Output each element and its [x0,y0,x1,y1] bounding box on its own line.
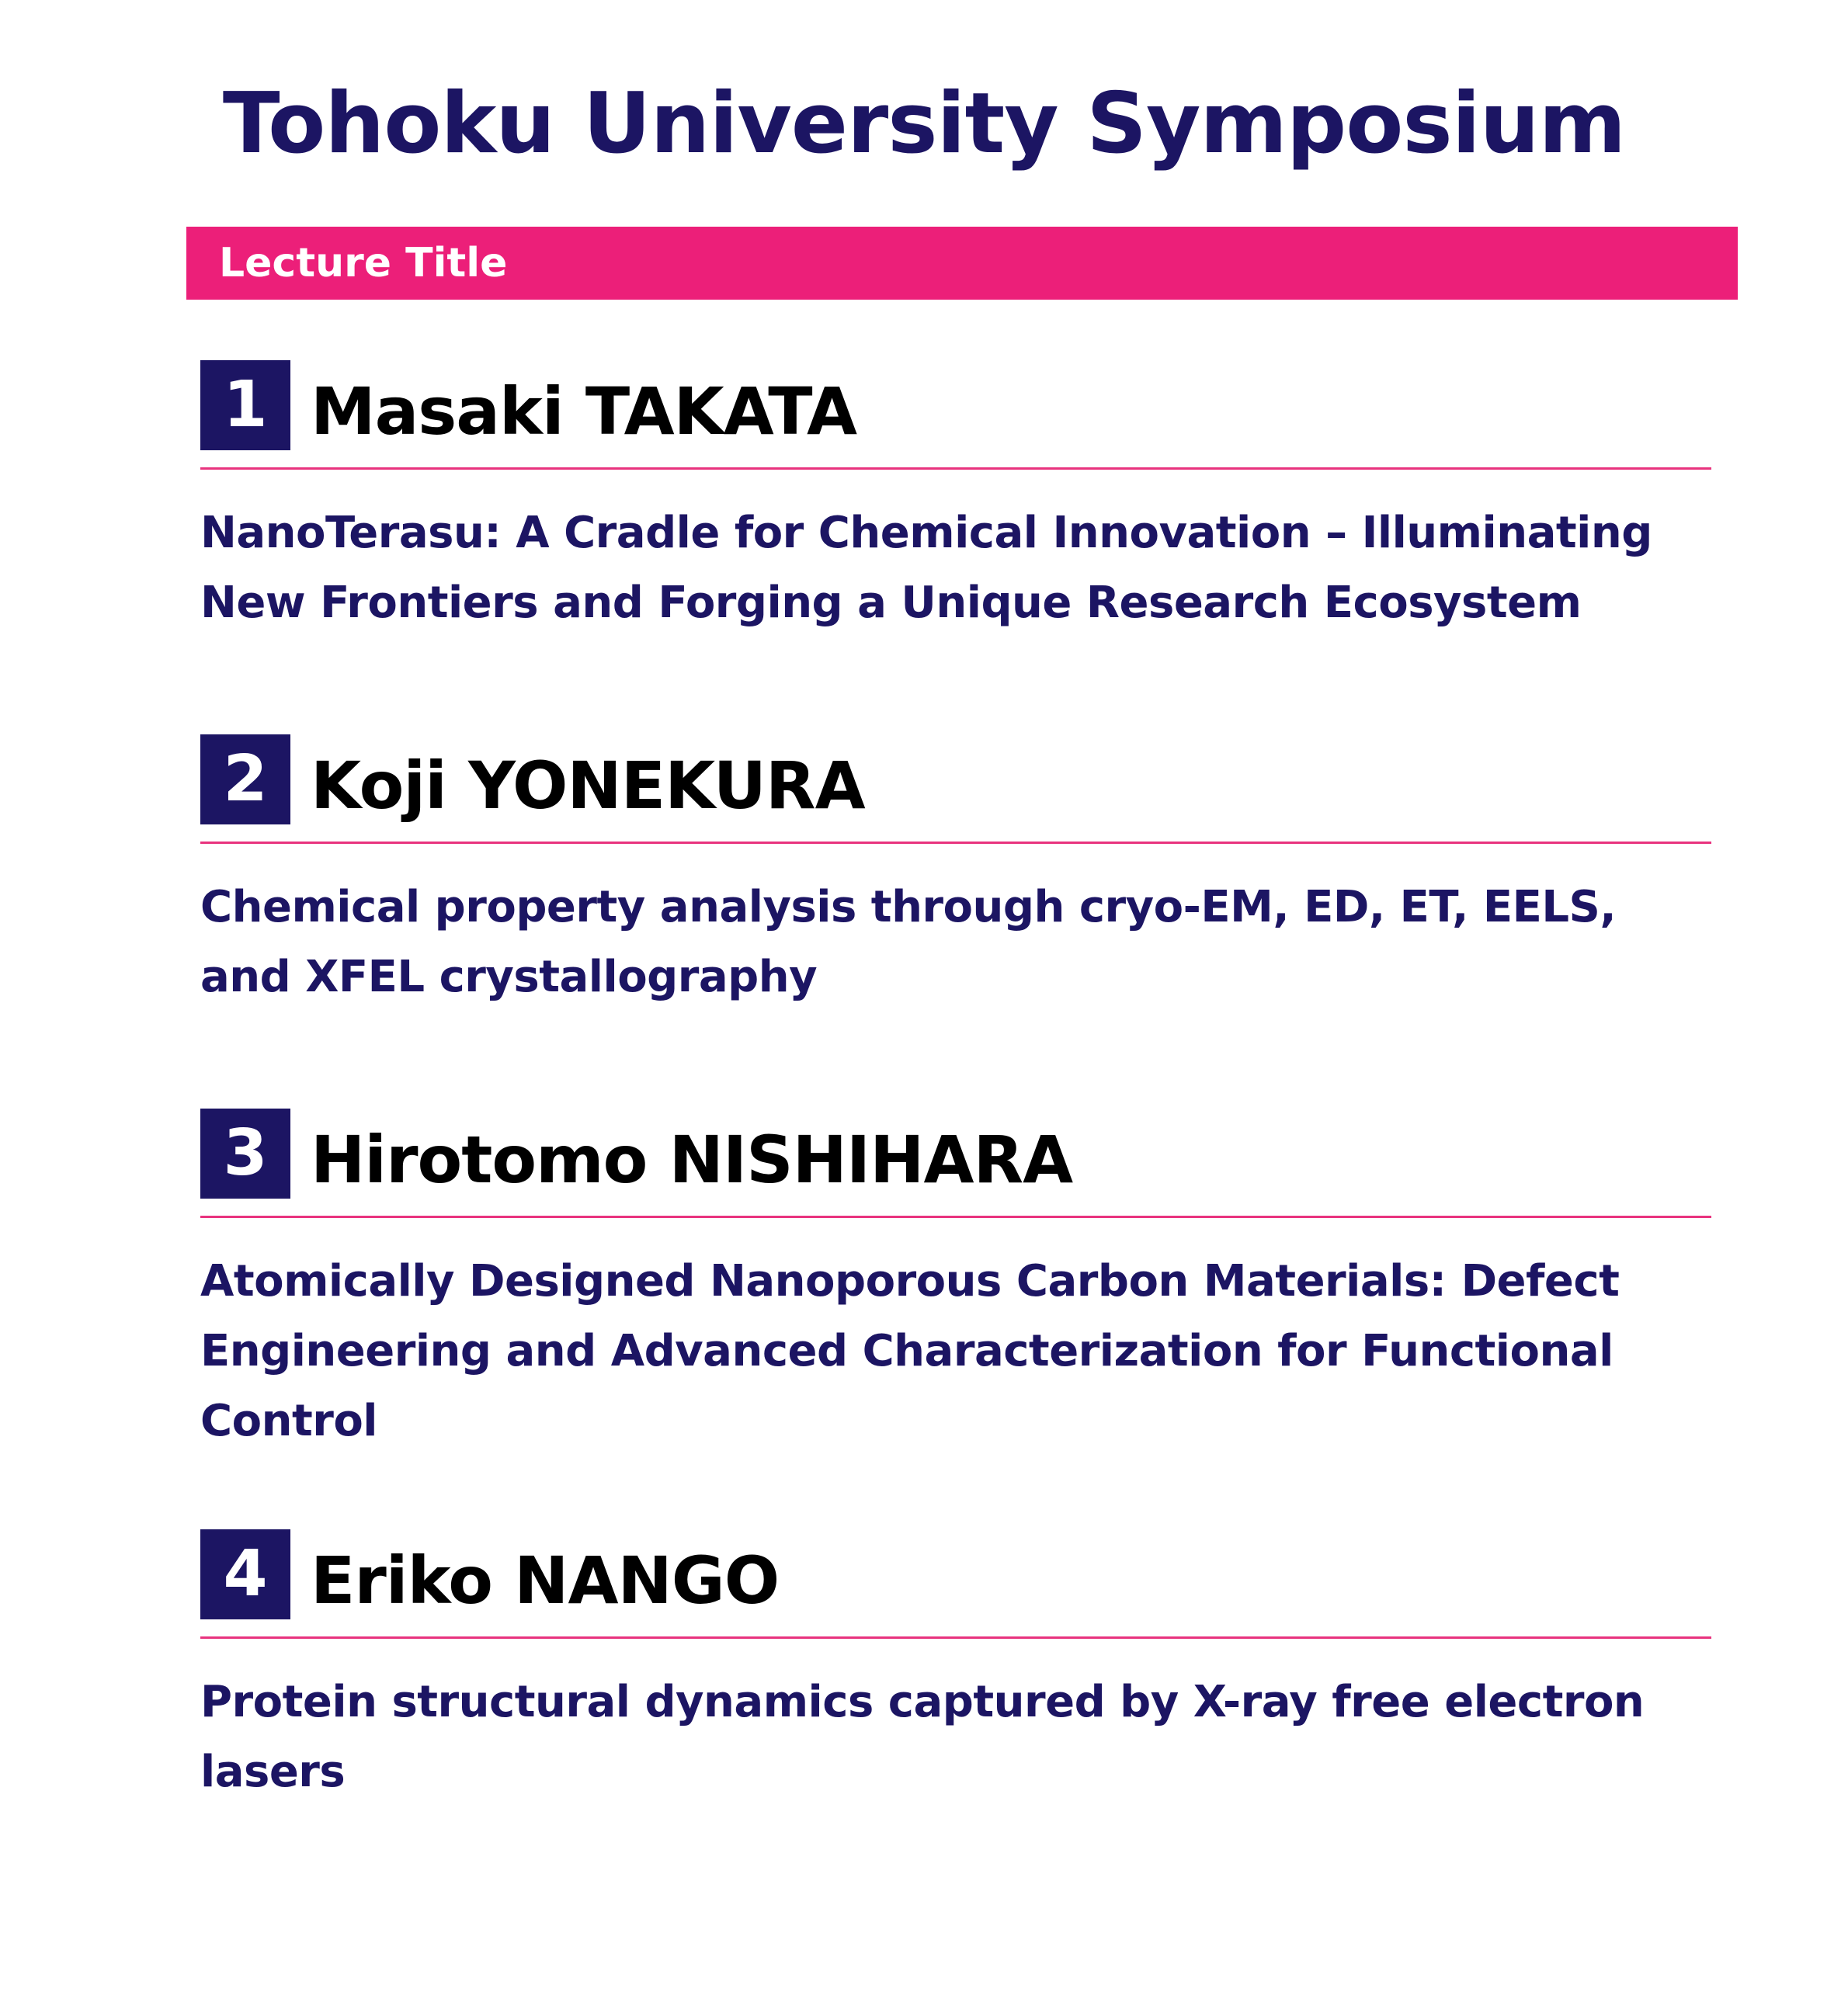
lecture-number-badge: 1 [200,360,290,450]
speaker-name: Masaki TAKATA [311,373,857,449]
lecture-title: Atomically Designed Nanoporous Carbon Materials: Defect Engineering and Advanced Characterization for Functional Control [200,1256,1620,1446]
speaker-name: Eriko NANGO [311,1543,780,1619]
page-title: Tohoku University Symposium [222,75,1626,172]
lecture-number-badge: 2 [200,734,290,824]
lecture-divider [200,1216,1711,1218]
lecture-number-badge: 3 [200,1109,290,1199]
lecture-title-banner [186,227,1738,300]
speaker-name: Hirotomo NISHIHARA [311,1122,1073,1198]
lecture-divider [200,1636,1711,1639]
lecture-header [200,734,1711,824]
lecture-header [200,360,1711,450]
lecture-title: Chemical property analysis through cryo-EM, ED, ET, EELS, and XFEL crystallography [200,882,1617,1002]
lecture-title: NanoTerasu: A Cradle for Chemical Innovation – Illuminating New Frontiers and Forging a Unique Research Ecosystem [200,508,1652,628]
lecture-number-badge: 4 [200,1529,290,1619]
speaker-name: Koji YONEKURA [311,748,865,824]
lecture-title: Protein structural dynamics captured by X-ray free electron lasers [200,1677,1645,1797]
banner-label: Lecture Title [219,240,508,286]
lecture-header [200,1529,1711,1619]
lecture-divider [200,467,1711,470]
lecture-header [200,1109,1711,1199]
lecture-divider [200,842,1711,844]
